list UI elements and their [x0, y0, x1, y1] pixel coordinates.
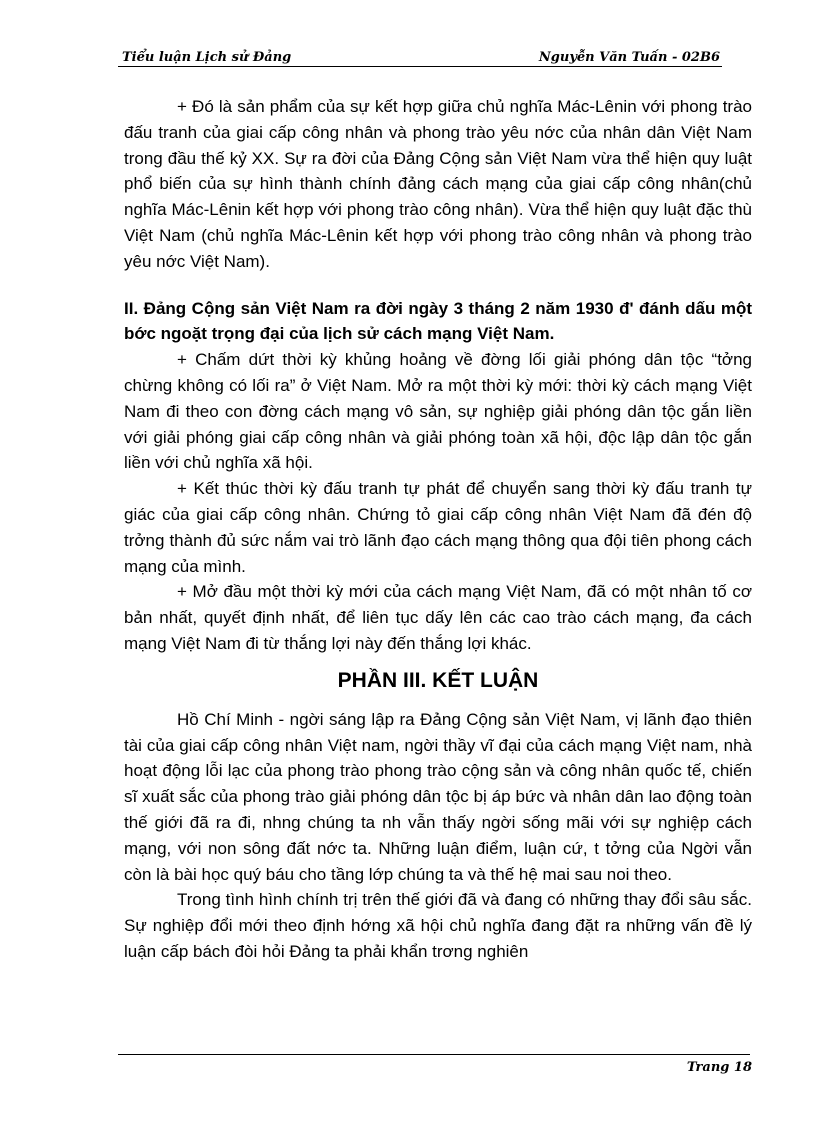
- paragraph-end-of-crisis: + Chấm dứt thời kỳ khủng hoảng về đờng lối giải phóng dân tộc “tởng chừng không có lối ra” ở Việt Nam. Mở ra một thời kỳ mới: thời kỳ cách mạng Việt Nam đi theo con đờng cách mạng vô sản, sự nghiệp giải phóng dân tộc gắn liền với giải phóng giai cấp công nhân và giải phóng toàn xã hội, độc lập dân tộc gắn liền với chủ nghĩa xã hội.: [124, 350, 752, 473]
- paragraph-new-era: + Mở đầu một thời kỳ mới của cách mạng Việt Nam, đã có một nhân tố cơ bản nhất, quyết định nhất, để liên tục dấy lên các cao trào cách mạng, đa cách mạng Việt Nam đi từ thắng lợi này đến thắng lợi khác.: [124, 582, 752, 653]
- part-iii-heading: PHẦN III. KẾT LUẬN: [337, 668, 539, 692]
- section-heading-ii: II. Đảng Cộng sản Việt Nam ra đời ngày 3 tháng 2 năm 1930 đ' đánh dấu một bớc ngoặt trọng đại của lịch sử cách mạng Việt Nam.: [124, 298, 752, 344]
- header-rule: [118, 66, 722, 67]
- paragraph-political-situation: Trong tình hình chính trị trên thế giới đã và đang có những thay đổi sâu sắc. Sự nghiệp đổi mới theo định hớng xã hội chủ nghĩa đang đặt ra những vấn đề lý luận cấp bách đòi hỏi Đảng ta phải khẩn trơng nghiên: [124, 890, 752, 961]
- paragraph-end-of-spontaneous-struggle: + Kết thúc thời kỳ đấu tranh tự phát để chuyển sang thời kỳ đấu tranh tự giác của giai cấp công nhân. Chứng tỏ giai cấp công nhân Việt Nam đã đén độ trởng thành đủ sức nắm vai trò lãnh đạo cách mạng thông qua đội tiên phong cách mạng của mình.: [124, 479, 752, 576]
- page-header: [122, 46, 720, 68]
- page-number: Trang 18: [686, 1060, 752, 1075]
- header-author: Nguyễn Văn Tuấn - 02B6: [538, 50, 720, 65]
- document-body: [124, 94, 752, 965]
- footer-rule: [118, 1054, 750, 1055]
- paragraph-ho-chi-minh: Hồ Chí Minh - ngời sáng lập ra Đảng Cộng sản Việt Nam, vị lãnh đạo thiên tài của giai cấp công nhân Việt nam, ngời thầy vĩ đại của cách mạng Việt nam, nhà hoạt động lỗi lạc của phong trào phong trào cộng sản và công nhân quốc tế, chiến sĩ xuất sắc của phong trào giải phóng dân tộc bị áp bức và nhân dân lao động toàn thế giới đã ra đi, nhng chúng ta nh vẫn thấy ngời sống mãi với sự nghiệp cách mạng, với non sông đất nớc ta. Những luận điểm, luận cứ, t tởng của Ngời vẫn còn là bài học quý báu cho tầng lớp chúng ta và thế hệ mai sau noi theo.: [124, 709, 752, 884]
- header-document-title: Tiểu luận Lịch sử Đảng: [122, 50, 292, 65]
- paragraph-product-of-marxism: + Đó là sản phẩm của sự kết hợp giữa chủ nghĩa Mác-Lênin với phong trào đấu tranh của giai cấp công nhân và phong trào yêu nớc của nhân dân Việt Nam trong đầu thế kỷ XX. Sự ra đời của Đảng Cộng sản Việt Nam vừa thể hiện quy luật phổ biến của sự hình thành chính đảng cách mạng của giai cấp công nhân(chủ nghĩa Mác-Lênin kết hợp với phong trào công nhân). Vừa thể hiện quy luật đặc thù Việt Nam (chủ nghĩa Mác-Lênin kết hợp với phong trào công nhân và phong trào yêu nớc Việt Nam).: [124, 97, 752, 271]
